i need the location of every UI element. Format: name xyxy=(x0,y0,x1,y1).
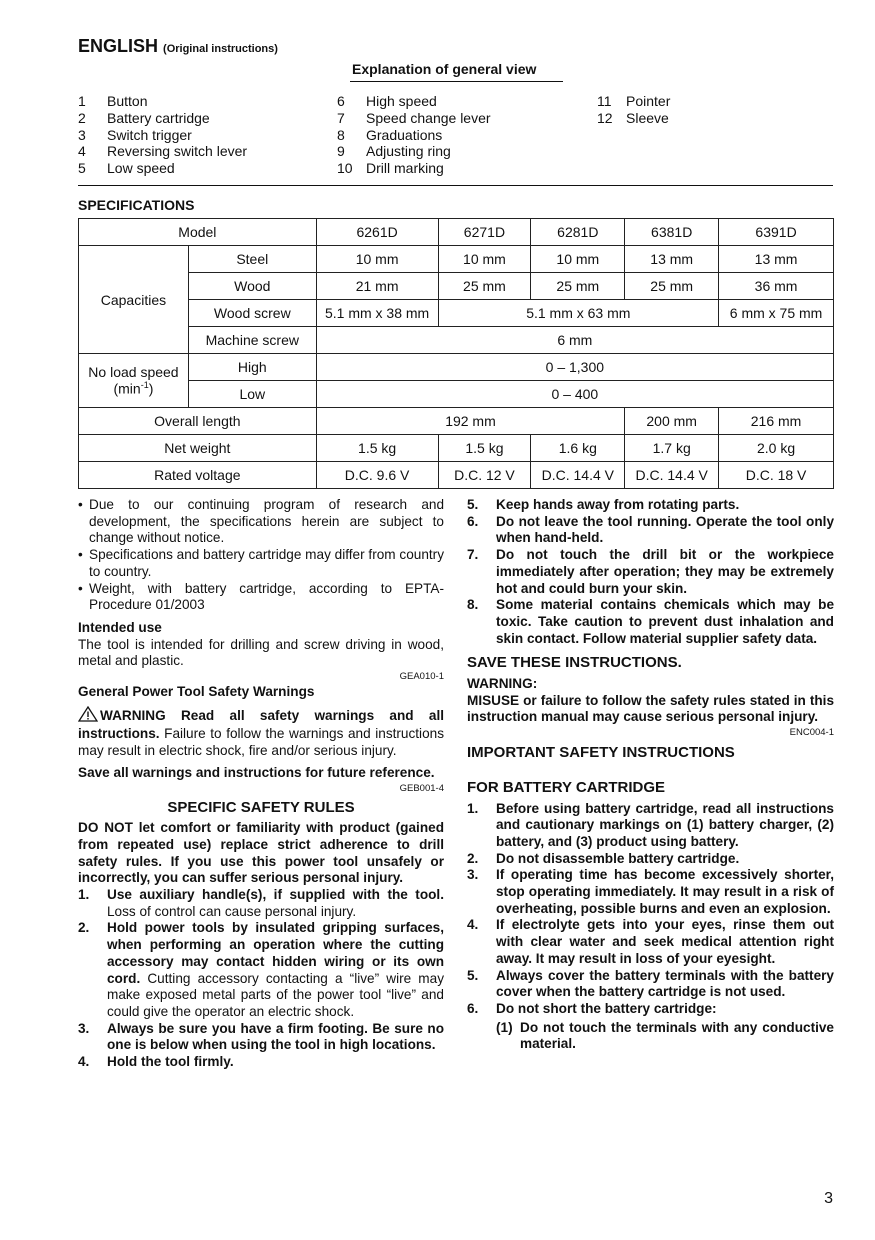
list-item: 2. Do not disassemble battery cartridge. xyxy=(467,850,740,866)
table-row xyxy=(79,273,834,300)
table-cell: 25 mm xyxy=(625,273,719,300)
list-item: 6. Do not short the battery cartridge: xyxy=(467,1000,717,1016)
general-view-column-1 xyxy=(78,93,247,177)
table-row xyxy=(79,300,834,327)
low-label: Low xyxy=(188,381,316,408)
table-row xyxy=(79,246,834,273)
list-item: • Weight, with battery cartridge, according to EPTA-Procedure 01/2003 xyxy=(78,580,444,613)
general-view-item: 11 Pointer xyxy=(597,93,671,109)
table-cell: 6 mm xyxy=(316,327,833,354)
general-safety-warnings-title: General Power Tool Safety Warnings xyxy=(78,684,315,700)
list-item: 6. Do not leave the tool running. Operate the tool only when hand-held. xyxy=(467,513,834,546)
document-language-heading xyxy=(78,36,278,57)
language-subtitle: (Original instructions) xyxy=(163,43,278,55)
list-item: 8. Some material contains chemicals which may be toxic. Take caution to prevent dust inhalation and skin contact. Follow material supplier safety data. xyxy=(467,597,834,646)
sub-list-item: (1) Do not touch the terminals with any conductive material. xyxy=(496,1019,834,1052)
general-view-item: 1 Button xyxy=(78,93,148,109)
table-row xyxy=(79,462,834,489)
general-view-item: 2 Battery cartridge xyxy=(78,109,210,126)
table-cell: D.C. 14.4 V xyxy=(625,462,719,489)
table-cell: D.C. 12 V xyxy=(438,462,531,489)
steel-label: Steel xyxy=(188,246,316,273)
section-divider xyxy=(78,185,833,186)
table-row xyxy=(79,435,834,462)
save-all-warnings: Save all warnings and instructions for future reference. xyxy=(78,764,435,780)
list-item: 7. Do not touch the drill bit or the workpiece immediately after operation; they may be extremely hot and could burn your skin. xyxy=(467,547,834,596)
table-row xyxy=(79,408,834,435)
table-cell: 10 mm xyxy=(438,246,531,273)
table-cell: 25 mm xyxy=(531,273,625,300)
table-cell: 1.5 kg xyxy=(438,435,531,462)
list-item: 1. Use auxiliary handle(s), if supplied with the tool. Loss of control can cause personal injury. xyxy=(78,887,444,919)
table-cell: 5.1 mm x 38 mm xyxy=(316,300,438,327)
left-column xyxy=(78,497,444,1071)
language-label: ENGLISH xyxy=(78,36,159,56)
general-view-item: 7 Speed change lever xyxy=(337,109,491,126)
list-item: 5. Keep hands away from rotating parts. xyxy=(467,497,740,512)
list-item: 5. Always cover the battery terminals with the battery cover when the battery cartridge is not used. xyxy=(467,967,834,1000)
model-cell: 6271D xyxy=(438,219,531,246)
list-item: 4. If electrolyte gets into your eyes, rinse them out with clear water and seek medical attention right away. It may result in loss of your eyesight. xyxy=(467,917,834,966)
warning-paragraph: WARNING Read all safety warnings and all instructions. Failure to follow the warnings and instructions may result in electric shock, fire and/or serious injury. xyxy=(78,707,444,759)
table-cell: 2.0 kg xyxy=(719,435,834,462)
model-cell: 6391D xyxy=(719,219,834,246)
table-cell: 5.1 mm x 63 mm xyxy=(438,300,719,327)
save-instructions-title: SAVE THESE INSTRUCTIONS. xyxy=(467,654,682,672)
general-view-item: 5 Low speed xyxy=(78,160,175,177)
table-cell: 1.6 kg xyxy=(531,435,625,462)
rated-voltage-label: Rated voltage xyxy=(79,462,317,489)
model-cell: 6261D xyxy=(316,219,438,246)
warning-label: WARNING: xyxy=(467,676,538,692)
doc-code: GEB001-4 xyxy=(399,782,444,794)
general-view-item: 12 Sleeve xyxy=(597,109,669,126)
no-load-speed-label: No load speed $(\min^{-1})$ xyxy=(79,354,189,408)
general-view-column-3 xyxy=(597,93,670,127)
battery-cartridge-title: FOR BATTERY CARTRIDGE xyxy=(467,778,666,796)
general-view-item: 10 Drill marking xyxy=(337,160,444,177)
capacities-label: Capacities xyxy=(79,246,189,354)
net-weight-label: Net weight xyxy=(79,435,317,462)
table-row xyxy=(79,354,834,381)
general-view-title: Explanation of general view xyxy=(352,61,537,77)
page-number: 3 xyxy=(824,1190,833,1207)
table-cell: 1.5 kg xyxy=(316,435,438,462)
warning-triangle-icon xyxy=(78,706,98,727)
table-cell: D.C. 9.6 V xyxy=(316,462,438,489)
doc-code: GEA010-1 xyxy=(399,671,444,683)
wood-label: Wood xyxy=(188,273,316,300)
important-safety-title: IMPORTANT SAFETY INSTRUCTIONS xyxy=(467,744,735,762)
list-item: • Due to our continuing program of research and development, the specifications herein are subject to change without notice. xyxy=(78,497,444,546)
table-cell: 36 mm xyxy=(719,273,834,300)
list-item: 3. Always be sure you have a firm footing. Be sure no one is below when using the tool in high locations. xyxy=(78,1020,444,1053)
warning-text: MISUSE or failure to follow the safety rules stated in this instruction manual may cause serious personal injury. xyxy=(467,692,834,725)
right-column xyxy=(467,497,834,1053)
table-cell: 13 mm xyxy=(719,246,834,273)
table-cell: 192 mm xyxy=(316,408,625,435)
general-view-column-2 xyxy=(337,93,491,177)
table-cell: 0 – 1,300 xyxy=(316,354,833,381)
table-cell: 200 mm xyxy=(625,408,719,435)
overall-length-label: Overall length xyxy=(79,408,317,435)
model-label: Model xyxy=(79,219,317,246)
doc-code: ENC004-1 xyxy=(789,727,834,739)
table-cell: 10 mm xyxy=(316,246,438,273)
table-row xyxy=(79,381,834,408)
specifications-table xyxy=(78,218,834,489)
table-cell: 216 mm xyxy=(719,408,834,435)
general-view-item: 3 Switch trigger xyxy=(78,126,192,143)
list-item: 4. Hold the tool firmly. xyxy=(78,1054,234,1070)
general-view-item: 6 High speed xyxy=(337,93,437,109)
list-item: 3. If operating time has become excessively shorter, stop operating immediately. It may result in a risk of overheating, possible burns and even an explosion. xyxy=(467,867,834,916)
general-view-item: 4 Reversing switch lever xyxy=(78,143,248,160)
list-item: • Specifications and battery cartridge may differ from country to country. xyxy=(78,547,444,579)
table-cell: 21 mm xyxy=(316,273,438,300)
table-cell: 1.7 kg xyxy=(625,435,719,462)
table-row xyxy=(79,219,834,246)
table-cell: 0 – 400 xyxy=(316,381,833,408)
general-view-item: 9 Adjusting ring xyxy=(337,143,451,160)
table-cell: 25 mm xyxy=(438,273,531,300)
general-view-underline xyxy=(350,81,563,82)
list-item: 2. Hold power tools by insulated gripping surfaces, when performing an operation where the cutting accessory may contact hidden wiring or its own cord. Cutting accessory contacting a “live” wire may make exposed metal parts of the power tool “live” and could give the operator an electric shock. xyxy=(78,920,444,1019)
wood-screw-label: Wood screw xyxy=(188,300,316,327)
specifications-heading: SPECIFICATIONS xyxy=(78,197,195,213)
specific-safety-rules-title: SPECIFIC SAFETY RULES xyxy=(167,798,355,816)
table-cell: 13 mm xyxy=(625,246,719,273)
table-cell: 6 mm x 75 mm xyxy=(719,300,834,327)
machine-screw-label: Machine screw xyxy=(188,327,316,354)
general-view-item: 8 Graduations xyxy=(337,126,443,143)
table-cell: 10 mm xyxy=(531,246,625,273)
table-row xyxy=(79,327,834,354)
table-cell: D.C. 18 V xyxy=(719,462,834,489)
high-label: High xyxy=(188,354,316,381)
model-cell: 6381D xyxy=(625,219,719,246)
table-cell: D.C. 14.4 V xyxy=(531,462,625,489)
safety-rules-intro: DO NOT let comfort or familiarity with product (gained from repeated use) replace strict adherence to drill safety rules. If you use this power tool unsafely or incorrectly, you can suffer serious personal injury. xyxy=(78,820,444,886)
intended-use-text: The tool is intended for drilling and screw driving in wood, metal and plastic. xyxy=(78,636,444,669)
model-cell: 6281D xyxy=(531,219,625,246)
list-item: 1. Before using battery cartridge, read all instructions and cautionary markings on (1) battery charger, (2) battery, and (3) product using battery. xyxy=(467,800,834,849)
intended-use-title: Intended use xyxy=(78,619,162,635)
